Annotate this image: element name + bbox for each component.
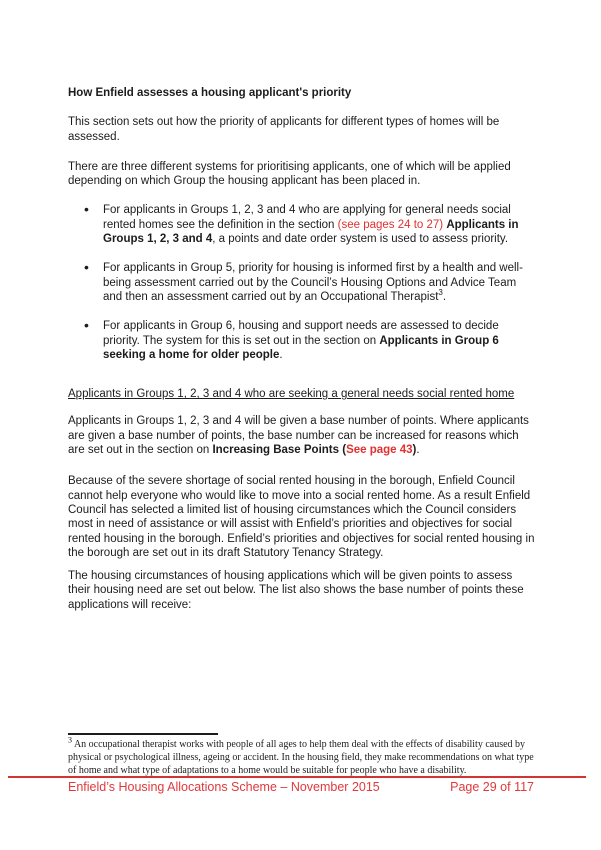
cross-reference-page-43: See page 43: [346, 444, 413, 457]
footnote: [68, 735, 542, 777]
base-points-text: Applicants in Groups 1, 2, 3 and 4 will be given a base number of points. Where applicants are given a base number of points, the base number can be increased for reasons which are set out in the section on: [68, 415, 529, 457]
list-item-groups-1-4: [68, 203, 536, 246]
bullet-2-text: For applicants in Group 5, priority for housing is informed first by a health and well-being assessment carried out by the Council’s Housing Options and Advice Team and then an assessment carried out by an Occupational Therapist: [103, 262, 523, 303]
bullet-3-bold: Applicants in Group 6 seeking a home for older people: [103, 334, 499, 361]
footer-divider-line: [8, 776, 586, 778]
bullet-1-bold: Applicants in Groups 1, 2, 3 and 4: [103, 218, 519, 246]
list-item-group-5: [68, 261, 536, 304]
bullet-1-text: For applicants in Groups 1, 2, 3 and 4 who are applying for general needs social rented homes see the definition in the section: [103, 204, 511, 231]
section-heading-groups-1-4: Applicants in Groups 1, 2, 3 and 4 who are seeking a general needs social rented home: [68, 388, 515, 401]
list-item-group-6: [68, 319, 536, 362]
footer-document-title: Enfield’s Housing Allocations Scheme – November 2015: [68, 780, 380, 794]
paragraph-circumstances: The housing circumstances of housing applications which will be given points to assess their housing need are set out below. The list also shows the base number of points these applications will receive:: [68, 570, 524, 611]
page-body: [68, 86, 536, 612]
bullet-3-tail: .: [279, 348, 283, 361]
footnote-reference: 3: [438, 288, 443, 298]
footnote-text: An occupational therapist works with people of all ages to help them deal with the effects of disability caused by physical or psychological illness, ageing or accident. In the housing field, they make recommendations on what type of home and what type of adaptations to a home would be suitable for people who have a disability.: [68, 739, 534, 776]
footnote-marker: 3: [68, 735, 72, 745]
bullet-1-tail: , a points and date order system is used to assess priority.: [212, 233, 509, 246]
page-title: How Enfield assesses a housing applicant's priority: [68, 87, 352, 99]
footer-page-number: Page 29 of 117: [450, 780, 534, 794]
paragraph-intro: This section sets out how the priority of applicants for different types of homes will be assessed.: [68, 116, 500, 143]
paragraph-base-points: Applicants in Groups 1, 2, 3 and 4 will be given a base number of points. Where applicants are given a base number of points, the base number can be increased for reasons which are set out in the section on Increasing Base Points (See page 43).: [68, 415, 529, 457]
cross-reference-pages-24-27: (see pages 24 to 27): [337, 218, 444, 231]
base-points-bold: Increasing Base Points: [212, 444, 340, 457]
priority-systems-list: [68, 203, 536, 362]
bullet-2-tail: .: [442, 290, 447, 303]
bullet-3-text: For applicants in Group 6, housing and support needs are assessed to decide priority. The system for this is set out in the section on: [103, 320, 499, 347]
paragraph-shortage: Because of the severe shortage of social rented housing in the borough, Enfield Council cannot help everyone who would like to move into a social rented home. As a result Enfield Council has selected a limited list of housing circumstances which the Council considers most in need of assistance or will assist with Enfield’s priorities and objectives for social rented housing in the borough. Enfield’s priorities and objectives for social rented housing in the borough are set out in its draft Statutory Tenancy Strategy.: [68, 475, 535, 559]
paragraph-systems: There are three different systems for prioritising applicants, one of which will be applied depending on which Group the housing applicant has been placed in.: [68, 160, 511, 188]
page-footer: [68, 780, 534, 795]
footnote-separator: [68, 733, 218, 735]
